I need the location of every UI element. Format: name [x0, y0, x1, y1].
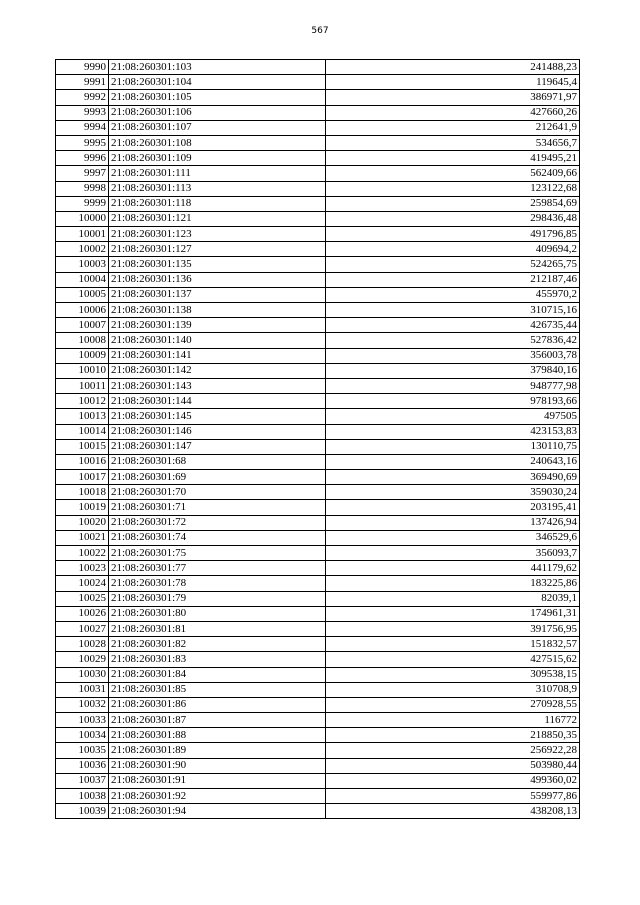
row-number-cell: 10008 [56, 333, 109, 348]
row-number-cell: 10031 [56, 682, 109, 697]
cadastral-number-cell: 21:08:260301:80 [109, 606, 326, 621]
value-cell: 559977,86 [326, 789, 580, 804]
table-row [56, 120, 580, 135]
cadastral-number-cell: 21:08:260301:90 [109, 758, 326, 773]
cadastral-number-cell: 21:08:260301:137 [109, 287, 326, 302]
table-row [56, 743, 580, 758]
value-cell: 379840,16 [326, 363, 580, 378]
value-cell: 978193,66 [326, 394, 580, 409]
row-number-cell: 10018 [56, 485, 109, 500]
value-cell: 562409,66 [326, 166, 580, 181]
cadastral-number-cell: 21:08:260301:145 [109, 409, 326, 424]
row-number-cell: 10004 [56, 272, 109, 287]
table-row [56, 60, 580, 75]
row-number-cell: 10033 [56, 713, 109, 728]
row-number-cell: 10002 [56, 242, 109, 257]
cadastral-value-table [55, 59, 580, 819]
value-cell: 212641,9 [326, 120, 580, 135]
table-row [56, 758, 580, 773]
row-number-cell: 9996 [56, 151, 109, 166]
value-cell: 240643,16 [326, 454, 580, 469]
cadastral-number-cell: 21:08:260301:104 [109, 75, 326, 90]
table-row [56, 470, 580, 485]
table-row [56, 773, 580, 788]
cadastral-number-cell: 21:08:260301:139 [109, 318, 326, 333]
cadastral-number-cell: 21:08:260301:85 [109, 682, 326, 697]
row-number-cell: 10025 [56, 591, 109, 606]
row-number-cell: 10026 [56, 606, 109, 621]
table-row [56, 454, 580, 469]
row-number-cell: 10021 [56, 530, 109, 545]
row-number-cell: 10010 [56, 363, 109, 378]
value-cell: 310715,16 [326, 303, 580, 318]
cadastral-number-cell: 21:08:260301:143 [109, 378, 326, 393]
table-row [56, 303, 580, 318]
table-row [56, 257, 580, 272]
cadastral-number-cell: 21:08:260301:109 [109, 151, 326, 166]
table-row [56, 135, 580, 150]
value-cell: 438208,13 [326, 804, 580, 819]
row-number-cell: 10005 [56, 287, 109, 302]
row-number-cell: 10023 [56, 561, 109, 576]
table-row [56, 196, 580, 211]
row-number-cell: 10011 [56, 378, 109, 393]
row-number-cell: 10001 [56, 227, 109, 242]
table-row [56, 287, 580, 302]
value-cell: 241488,23 [326, 60, 580, 75]
cadastral-number-cell: 21:08:260301:74 [109, 530, 326, 545]
value-cell: 948777,98 [326, 378, 580, 393]
row-number-cell: 10037 [56, 773, 109, 788]
table-row [56, 439, 580, 454]
cadastral-number-cell: 21:08:260301:140 [109, 333, 326, 348]
cadastral-number-cell: 21:08:260301:71 [109, 500, 326, 515]
table-row [56, 151, 580, 166]
table-row [56, 272, 580, 287]
row-number-cell: 10036 [56, 758, 109, 773]
row-number-cell: 9990 [56, 60, 109, 75]
value-cell: 527836,42 [326, 333, 580, 348]
value-cell: 409694,2 [326, 242, 580, 257]
row-number-cell: 10006 [56, 303, 109, 318]
value-cell: 426735,44 [326, 318, 580, 333]
row-number-cell: 10034 [56, 728, 109, 743]
value-cell: 218850,35 [326, 728, 580, 743]
row-number-cell: 10012 [56, 394, 109, 409]
value-cell: 491796,85 [326, 227, 580, 242]
table-row [56, 394, 580, 409]
table-row [56, 637, 580, 652]
row-number-cell: 10017 [56, 470, 109, 485]
row-number-cell: 10007 [56, 318, 109, 333]
cadastral-number-cell: 21:08:260301:75 [109, 546, 326, 561]
table-row [56, 181, 580, 196]
cadastral-number-cell: 21:08:260301:83 [109, 652, 326, 667]
value-cell: 119645,4 [326, 75, 580, 90]
row-number-cell: 10032 [56, 697, 109, 712]
value-cell: 455970,2 [326, 287, 580, 302]
value-cell: 130110,75 [326, 439, 580, 454]
value-cell: 270928,55 [326, 697, 580, 712]
cadastral-number-cell: 21:08:260301:106 [109, 105, 326, 120]
table-row [56, 242, 580, 257]
table-row [56, 409, 580, 424]
cadastral-number-cell: 21:08:260301:81 [109, 621, 326, 636]
table-row [56, 789, 580, 804]
table-row [56, 546, 580, 561]
value-cell: 441179,62 [326, 561, 580, 576]
value-cell: 298436,48 [326, 211, 580, 226]
cadastral-number-cell: 21:08:260301:82 [109, 637, 326, 652]
table-row [56, 348, 580, 363]
table-row [56, 515, 580, 530]
table-row [56, 697, 580, 712]
table-row [56, 530, 580, 545]
value-cell: 151832,57 [326, 637, 580, 652]
value-cell: 356003,78 [326, 348, 580, 363]
table-row [56, 591, 580, 606]
table-row [56, 378, 580, 393]
value-cell: 310708,9 [326, 682, 580, 697]
value-cell: 386971,97 [326, 90, 580, 105]
cadastral-number-cell: 21:08:260301:88 [109, 728, 326, 743]
table-row [56, 652, 580, 667]
value-cell: 346529,6 [326, 530, 580, 545]
cadastral-number-cell: 21:08:260301:138 [109, 303, 326, 318]
cadastral-number-cell: 21:08:260301:69 [109, 470, 326, 485]
value-cell: 497505 [326, 409, 580, 424]
cadastral-number-cell: 21:08:260301:105 [109, 90, 326, 105]
row-number-cell: 10038 [56, 789, 109, 804]
table-row [56, 318, 580, 333]
row-number-cell: 10020 [56, 515, 109, 530]
value-cell: 116772 [326, 713, 580, 728]
table-row [56, 227, 580, 242]
row-number-cell: 10030 [56, 667, 109, 682]
cadastral-number-cell: 21:08:260301:77 [109, 561, 326, 576]
table-row [56, 606, 580, 621]
cadastral-number-cell: 21:08:260301:118 [109, 196, 326, 211]
row-number-cell: 9994 [56, 120, 109, 135]
cadastral-number-cell: 21:08:260301:141 [109, 348, 326, 363]
cadastral-number-cell: 21:08:260301:144 [109, 394, 326, 409]
cadastral-number-cell: 21:08:260301:127 [109, 242, 326, 257]
table-row [56, 90, 580, 105]
value-cell: 427660,26 [326, 105, 580, 120]
table-row [56, 333, 580, 348]
cadastral-number-cell: 21:08:260301:135 [109, 257, 326, 272]
cadastral-number-cell: 21:08:260301:86 [109, 697, 326, 712]
row-number-cell: 10035 [56, 743, 109, 758]
table-row [56, 500, 580, 515]
cadastral-number-cell: 21:08:260301:146 [109, 424, 326, 439]
row-number-cell: 10016 [56, 454, 109, 469]
table-row [56, 576, 580, 591]
table-row [56, 166, 580, 181]
cadastral-number-cell: 21:08:260301:79 [109, 591, 326, 606]
row-number-cell: 10028 [56, 637, 109, 652]
value-cell: 212187,46 [326, 272, 580, 287]
row-number-cell: 10014 [56, 424, 109, 439]
row-number-cell: 10000 [56, 211, 109, 226]
cadastral-number-cell: 21:08:260301:108 [109, 135, 326, 150]
value-cell: 503980,44 [326, 758, 580, 773]
table-body [56, 60, 580, 819]
cadastral-number-cell: 21:08:260301:94 [109, 804, 326, 819]
row-number-cell: 10022 [56, 546, 109, 561]
value-cell: 391756,95 [326, 621, 580, 636]
value-cell: 419495,21 [326, 151, 580, 166]
table-row [56, 804, 580, 819]
cadastral-number-cell: 21:08:260301:103 [109, 60, 326, 75]
table-row [56, 713, 580, 728]
cadastral-number-cell: 21:08:260301:91 [109, 773, 326, 788]
cadastral-number-cell: 21:08:260301:113 [109, 181, 326, 196]
value-cell: 259854,69 [326, 196, 580, 211]
value-cell: 524265,75 [326, 257, 580, 272]
value-cell: 183225,86 [326, 576, 580, 591]
table-row [56, 485, 580, 500]
row-number-cell: 10013 [56, 409, 109, 424]
table-row [56, 75, 580, 90]
cadastral-number-cell: 21:08:260301:78 [109, 576, 326, 591]
row-number-cell: 9995 [56, 135, 109, 150]
cadastral-number-cell: 21:08:260301:72 [109, 515, 326, 530]
row-number-cell: 9997 [56, 166, 109, 181]
cadastral-number-cell: 21:08:260301:121 [109, 211, 326, 226]
table-row [56, 363, 580, 378]
cadastral-number-cell: 21:08:260301:111 [109, 166, 326, 181]
row-number-cell: 9993 [56, 105, 109, 120]
table-row [56, 105, 580, 120]
table-row [56, 728, 580, 743]
row-number-cell: 10009 [56, 348, 109, 363]
table-row [56, 667, 580, 682]
cadastral-number-cell: 21:08:260301:68 [109, 454, 326, 469]
table-row [56, 424, 580, 439]
row-number-cell: 10027 [56, 621, 109, 636]
value-cell: 137426,94 [326, 515, 580, 530]
page-number: 567 [311, 26, 329, 36]
cadastral-number-cell: 21:08:260301:123 [109, 227, 326, 242]
value-cell: 499360,02 [326, 773, 580, 788]
value-cell: 356093,7 [326, 546, 580, 561]
row-number-cell: 10015 [56, 439, 109, 454]
value-cell: 369490,69 [326, 470, 580, 485]
cadastral-number-cell: 21:08:260301:147 [109, 439, 326, 454]
value-cell: 174961,31 [326, 606, 580, 621]
table-row [56, 211, 580, 226]
value-cell: 256922,28 [326, 743, 580, 758]
value-cell: 427515,62 [326, 652, 580, 667]
value-cell: 534656,7 [326, 135, 580, 150]
value-cell: 82039,1 [326, 591, 580, 606]
row-number-cell: 9998 [56, 181, 109, 196]
row-number-cell: 9999 [56, 196, 109, 211]
value-cell: 123122,68 [326, 181, 580, 196]
cadastral-number-cell: 21:08:260301:89 [109, 743, 326, 758]
cadastral-number-cell: 21:08:260301:107 [109, 120, 326, 135]
cadastral-number-cell: 21:08:260301:84 [109, 667, 326, 682]
row-number-cell: 10019 [56, 500, 109, 515]
value-cell: 203195,41 [326, 500, 580, 515]
cadastral-number-cell: 21:08:260301:87 [109, 713, 326, 728]
value-cell: 359030,24 [326, 485, 580, 500]
value-cell: 423153,83 [326, 424, 580, 439]
cadastral-number-cell: 21:08:260301:136 [109, 272, 326, 287]
table-row [56, 682, 580, 697]
cadastral-number-cell: 21:08:260301:92 [109, 789, 326, 804]
row-number-cell: 9992 [56, 90, 109, 105]
table-row [56, 561, 580, 576]
row-number-cell: 10003 [56, 257, 109, 272]
row-number-cell: 10029 [56, 652, 109, 667]
row-number-cell: 10024 [56, 576, 109, 591]
value-cell: 309538,15 [326, 667, 580, 682]
row-number-cell: 9991 [56, 75, 109, 90]
table-row [56, 621, 580, 636]
cadastral-number-cell: 21:08:260301:142 [109, 363, 326, 378]
cadastral-number-cell: 21:08:260301:70 [109, 485, 326, 500]
row-number-cell: 10039 [56, 804, 109, 819]
